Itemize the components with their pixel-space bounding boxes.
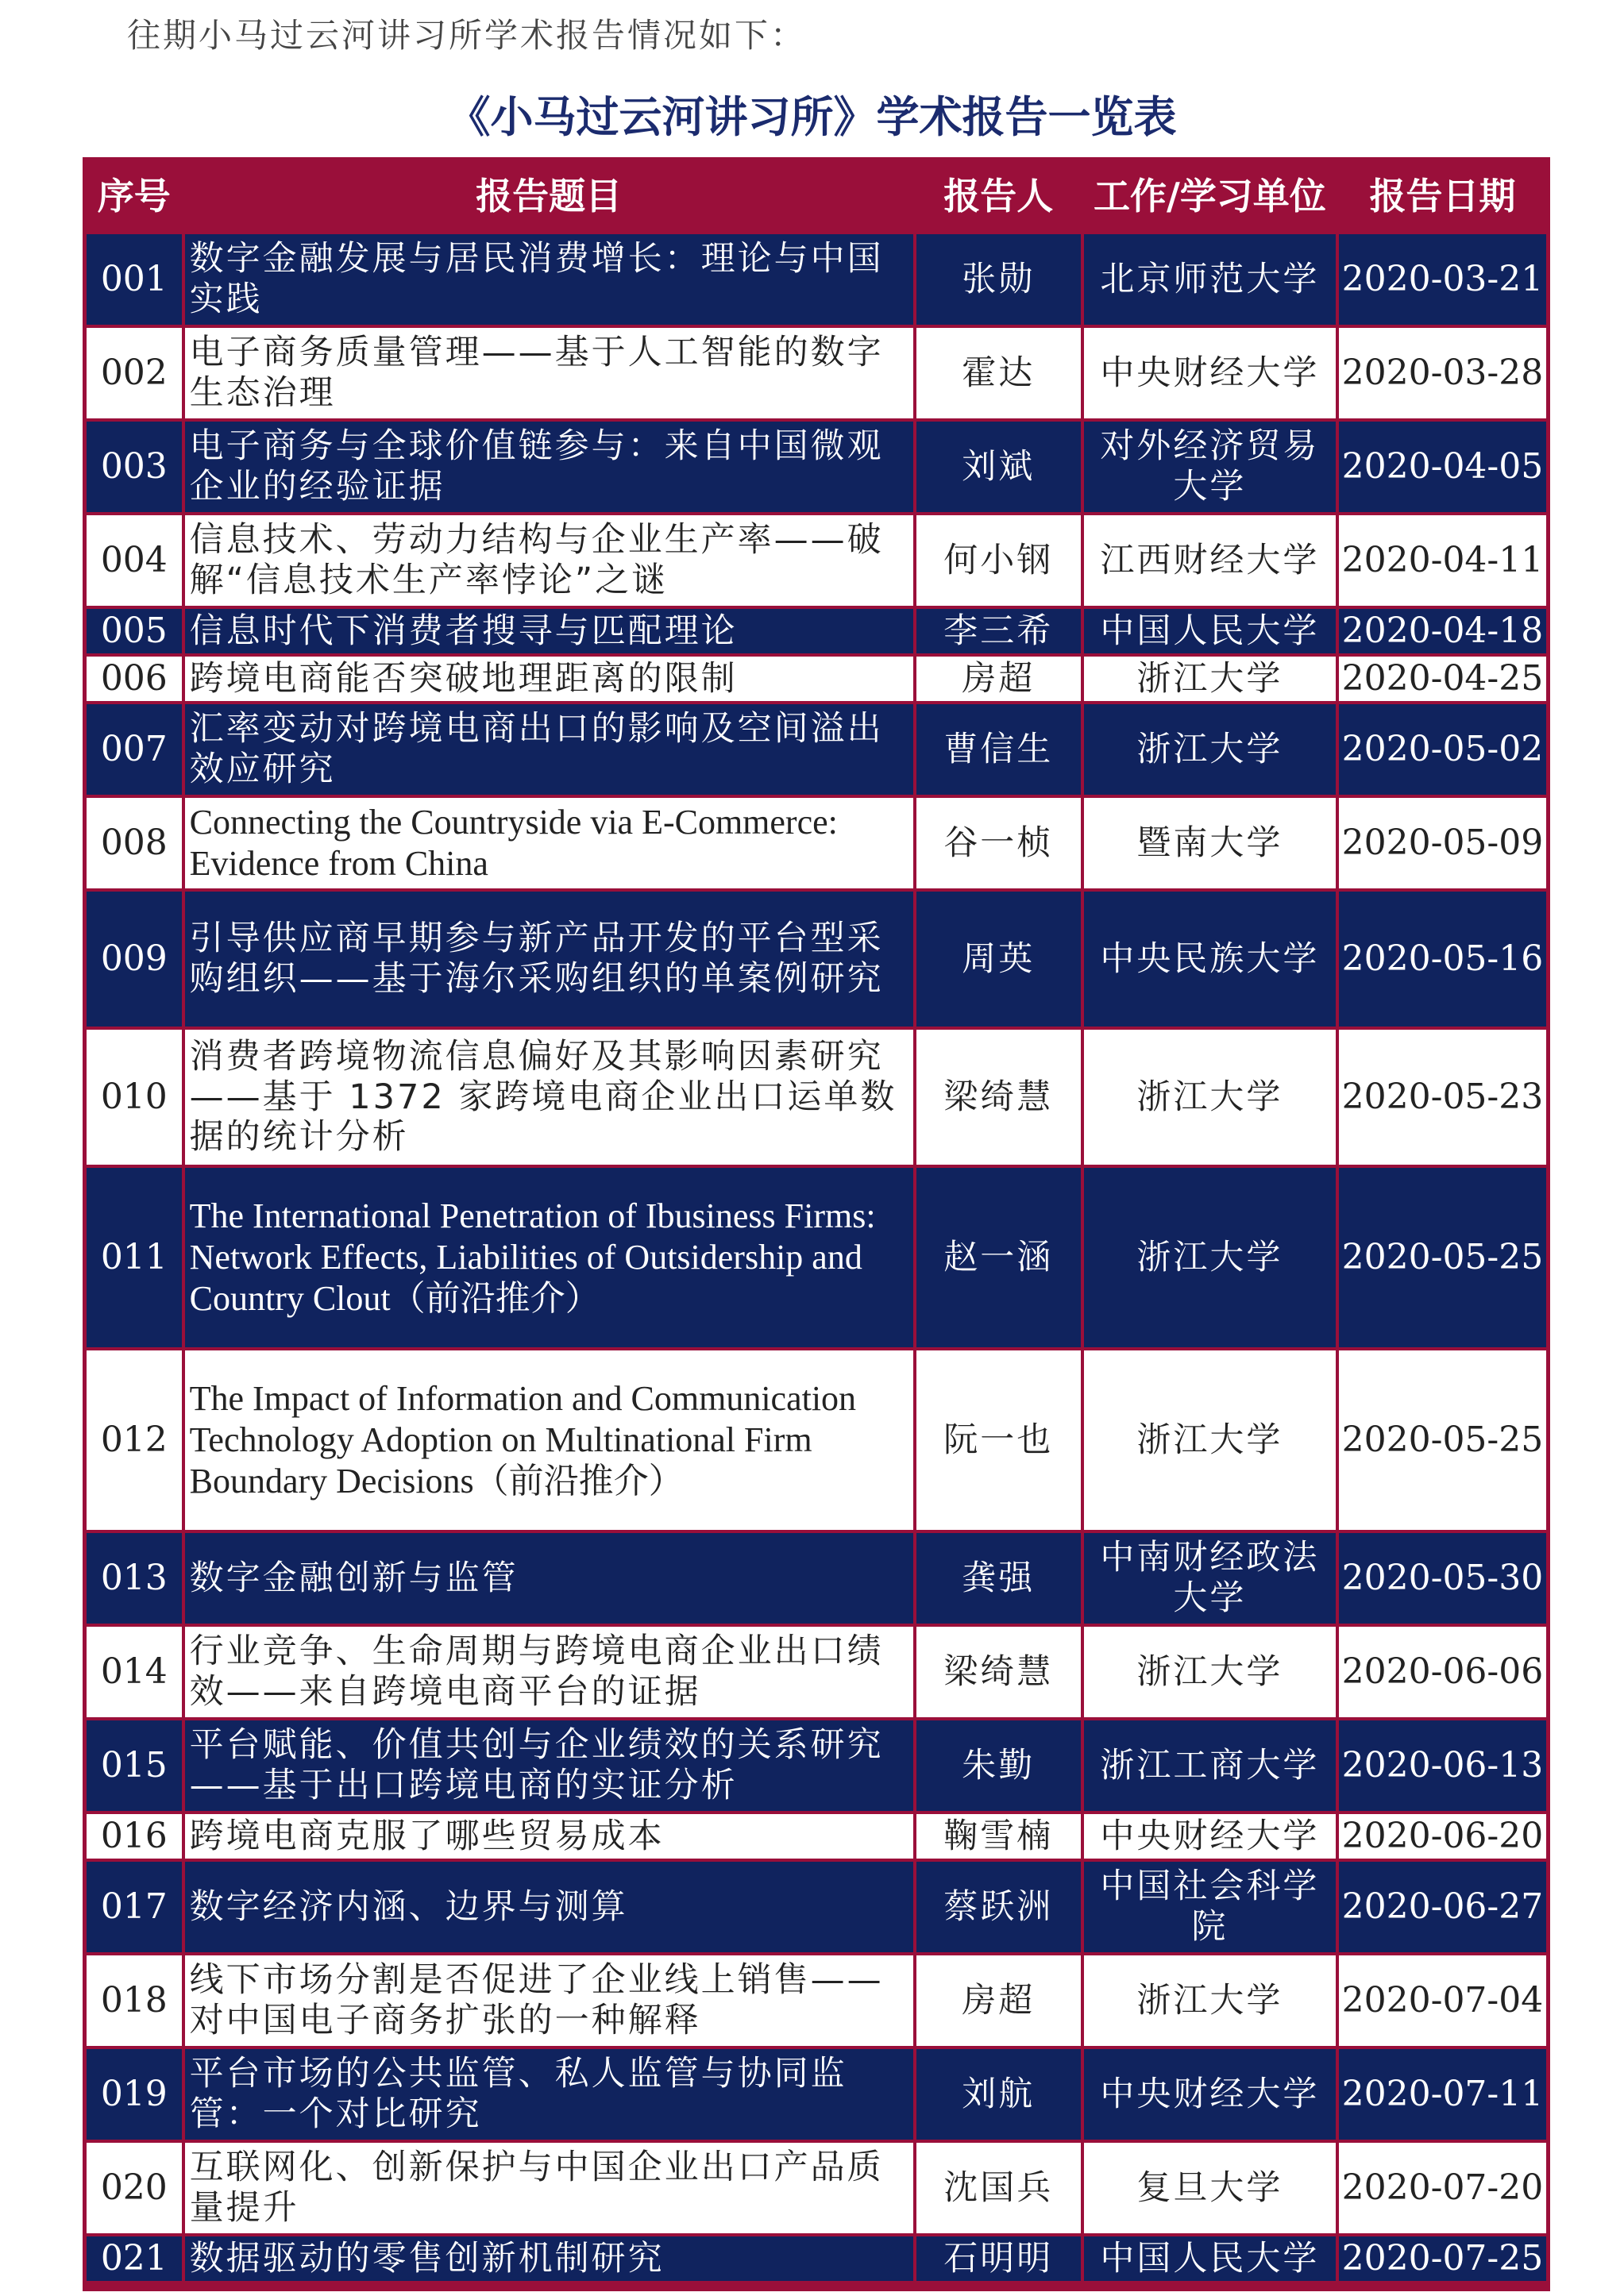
row-speaker: 赵一涵 [916, 1168, 1081, 1347]
row-topic: Connecting the Countryside via E-Commerce: Evidence from China [185, 798, 913, 888]
row-speaker: 谷一桢 [916, 798, 1081, 888]
row-topic: The Impact of Information and Communication Technology Adoption on Multinational Firm Boundary Decisions（前沿推介） [185, 1350, 913, 1530]
row-speaker: 曹信生 [916, 704, 1081, 795]
row-topic: The International Penetration of Ibusiness Firms: Network Effects, Liabilities of Outsidership and Country Clout（前沿推介） [185, 1168, 913, 1347]
table-row [87, 1814, 1546, 1859]
row-unit: 中南财经政法大学 [1084, 1533, 1336, 1624]
row-date: 2020-04-25 [1339, 657, 1546, 701]
row-topic: 电子商务质量管理——基于人工智能的数字生态治理 [185, 328, 913, 418]
row-no: 018 [87, 1955, 182, 2046]
row-unit: 浙江大学 [1084, 1168, 1336, 1347]
row-no: 012 [87, 1350, 182, 1530]
row-topic: 消费者跨境物流信息偏好及其影响因素研究——基于 1372 家跨境电商企业出口运单数据的统计分析 [185, 1030, 913, 1165]
table-row [87, 1955, 1546, 2046]
row-no: 014 [87, 1627, 182, 1717]
row-unit: 中央财经大学 [1084, 328, 1336, 418]
row-topic: 引导供应商早期参与新产品开发的平台型采购组织——基于海尔采购组织的单案例研究 [185, 892, 913, 1027]
row-topic: 数字金融发展与居民消费增长：理论与中国实践 [185, 234, 913, 325]
row-speaker: 张勋 [916, 234, 1081, 325]
row-no: 007 [87, 704, 182, 795]
row-speaker: 刘航 [916, 2049, 1081, 2140]
row-speaker: 沈国兵 [916, 2143, 1081, 2233]
row-unit: 浙江大学 [1084, 1350, 1336, 1530]
header-topic: 报告题目 [185, 161, 913, 231]
row-topic: 平台市场的公共监管、私人监管与协同监管：一个对比研究 [185, 2049, 913, 2140]
row-date: 2020-07-04 [1339, 1955, 1546, 2046]
row-speaker: 阮一也 [916, 1350, 1081, 1530]
row-no: 016 [87, 1814, 182, 1859]
row-no: 015 [87, 1720, 182, 1811]
row-speaker: 朱勤 [916, 1720, 1081, 1811]
row-topic: 跨境电商克服了哪些贸易成本 [185, 1814, 913, 1859]
row-unit: 对外经济贸易大学 [1084, 422, 1336, 512]
row-date: 2020-03-21 [1339, 234, 1546, 325]
table-row [87, 1533, 1546, 1624]
row-unit: 江西财经大学 [1084, 515, 1336, 606]
row-unit: 浙江大学 [1084, 1955, 1336, 2046]
table-row [87, 798, 1546, 888]
row-no: 011 [87, 1168, 182, 1347]
row-topic: 平台赋能、价值共创与企业绩效的关系研究——基于出口跨境电商的实证分析 [185, 1720, 913, 1811]
row-unit: 复旦大学 [1084, 2143, 1336, 2233]
row-unit: 浙江工商大学 [1084, 1720, 1336, 1811]
table-row [87, 1862, 1546, 1952]
table-row [87, 422, 1546, 512]
row-date: 2020-06-20 [1339, 1814, 1546, 1859]
row-unit: 浙江大学 [1084, 1627, 1336, 1717]
row-topic: 线下市场分割是否促进了企业线上销售——对中国电子商务扩张的一种解释 [185, 1955, 913, 2046]
table-row [87, 1627, 1546, 1717]
header-date: 报告日期 [1339, 161, 1546, 231]
table-header-row [87, 161, 1546, 231]
row-no: 008 [87, 798, 182, 888]
row-no: 010 [87, 1030, 182, 1165]
row-date: 2020-05-23 [1339, 1030, 1546, 1165]
row-date: 2020-05-16 [1339, 892, 1546, 1027]
row-date: 2020-06-27 [1339, 1862, 1546, 1952]
row-unit: 中国社会科学院 [1084, 1862, 1336, 1952]
row-unit: 中央财经大学 [1084, 1814, 1336, 1859]
intro-text: 往期小马过云河讲习所学术报告情况如下： [127, 16, 807, 55]
row-topic: 信息时代下消费者搜寻与匹配理论 [185, 609, 913, 653]
row-topic: 信息技术、劳动力结构与企业生产率——破解“信息技术生产率悖论”之谜 [185, 515, 913, 606]
row-unit: 中央财经大学 [1084, 2049, 1336, 2140]
table-row [87, 704, 1546, 795]
row-date: 2020-07-11 [1339, 2049, 1546, 2140]
row-unit: 暨南大学 [1084, 798, 1336, 888]
row-topic: 电子商务与全球价值链参与：来自中国微观企业的经验证据 [185, 422, 913, 512]
table-row [87, 234, 1546, 325]
row-date: 2020-05-25 [1339, 1350, 1546, 1530]
table-row [87, 892, 1546, 1027]
row-no: 001 [87, 234, 182, 325]
table-row [87, 1350, 1546, 1530]
row-topic: 互联网化、创新保护与中国企业出口产品质量提升 [185, 2143, 913, 2233]
row-speaker: 刘斌 [916, 422, 1081, 512]
row-date: 2020-05-25 [1339, 1168, 1546, 1347]
row-unit: 中央民族大学 [1084, 892, 1336, 1027]
table-row [87, 2236, 1546, 2281]
row-date: 2020-07-20 [1339, 2143, 1546, 2233]
row-date: 2020-05-02 [1339, 704, 1546, 795]
row-date: 2020-03-28 [1339, 328, 1546, 418]
row-date: 2020-04-18 [1339, 609, 1546, 653]
report-table [83, 157, 1550, 2291]
row-date: 2020-06-06 [1339, 1627, 1546, 1717]
row-topic: 行业竞争、生命周期与跨境电商企业出口绩效——来自跨境电商平台的证据 [185, 1627, 913, 1717]
row-date: 2020-04-05 [1339, 422, 1546, 512]
row-no: 017 [87, 1862, 182, 1952]
header-speaker: 报告人 [916, 161, 1081, 231]
table-row [87, 2049, 1546, 2140]
row-speaker: 石明明 [916, 2236, 1081, 2281]
row-no: 003 [87, 422, 182, 512]
table-body [87, 234, 1546, 2281]
row-speaker: 何小钢 [916, 515, 1081, 606]
row-date: 2020-07-25 [1339, 2236, 1546, 2281]
row-topic: 汇率变动对跨境电商出口的影响及空间溢出效应研究 [185, 704, 913, 795]
table-row [87, 657, 1546, 701]
table-row [87, 1720, 1546, 1811]
row-unit: 浙江大学 [1084, 1030, 1336, 1165]
row-date: 2020-04-11 [1339, 515, 1546, 606]
table-row [87, 328, 1546, 418]
row-no: 021 [87, 2236, 182, 2281]
row-speaker: 蔡跃洲 [916, 1862, 1081, 1952]
row-speaker: 房超 [916, 657, 1081, 701]
row-no: 013 [87, 1533, 182, 1624]
row-speaker: 梁绮慧 [916, 1627, 1081, 1717]
row-topic: 数据驱动的零售创新机制研究 [185, 2236, 913, 2281]
row-speaker: 龚强 [916, 1533, 1081, 1624]
table-row [87, 1168, 1546, 1347]
row-date: 2020-05-09 [1339, 798, 1546, 888]
row-no: 006 [87, 657, 182, 701]
row-speaker: 鞠雪楠 [916, 1814, 1081, 1859]
table-row [87, 609, 1546, 653]
row-topic: 跨境电商能否突破地理距离的限制 [185, 657, 913, 701]
header-no: 序号 [87, 161, 182, 231]
row-unit: 浙江大学 [1084, 657, 1336, 701]
row-no: 002 [87, 328, 182, 418]
table-row [87, 2143, 1546, 2233]
row-topic: 数字金融创新与监管 [185, 1533, 913, 1624]
row-unit: 中国人民大学 [1084, 609, 1336, 653]
table-row [87, 515, 1546, 606]
row-unit: 浙江大学 [1084, 704, 1336, 795]
table-row [87, 1030, 1546, 1165]
row-topic: 数字经济内涵、边界与测算 [185, 1862, 913, 1952]
row-unit: 中国人民大学 [1084, 2236, 1336, 2281]
row-speaker: 李三希 [916, 609, 1081, 653]
row-speaker: 周英 [916, 892, 1081, 1027]
row-no: 004 [87, 515, 182, 606]
row-no: 020 [87, 2143, 182, 2233]
row-unit: 北京师范大学 [1084, 234, 1336, 325]
row-speaker: 梁绮慧 [916, 1030, 1081, 1165]
row-speaker: 房超 [916, 1955, 1081, 2046]
row-no: 019 [87, 2049, 182, 2140]
row-speaker: 霍达 [916, 328, 1081, 418]
row-date: 2020-05-30 [1339, 1533, 1546, 1624]
row-no: 009 [87, 892, 182, 1027]
header-unit: 工作/学习单位 [1084, 161, 1336, 231]
table-title: 《小马过云河讲习所》学术报告一览表 [447, 92, 1177, 142]
row-no: 005 [87, 609, 182, 653]
row-date: 2020-06-13 [1339, 1720, 1546, 1811]
